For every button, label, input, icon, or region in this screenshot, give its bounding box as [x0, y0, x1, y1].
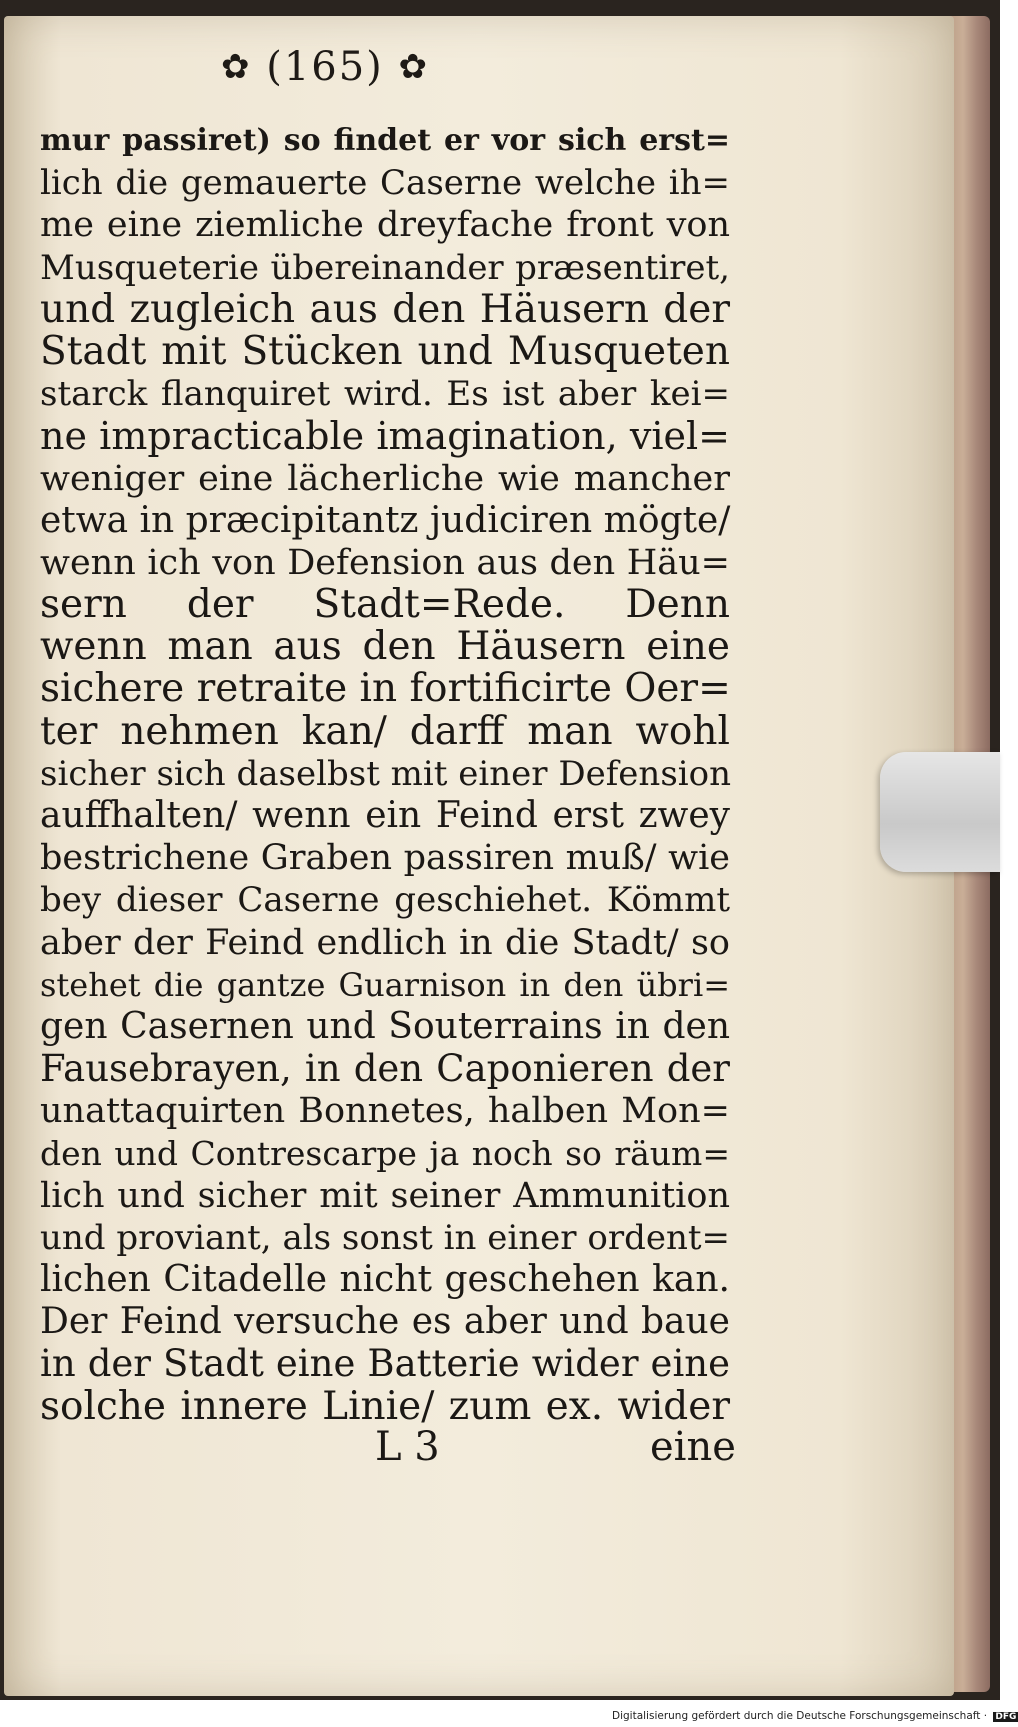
- text-line: solche innere Linie/ zum ex. wider: [40, 1383, 730, 1429]
- text-line: bey dieser Caserne geschiehet. Kömmt: [40, 880, 730, 921]
- text-line: bestrichene Graben passiren muß/ wie: [40, 838, 730, 879]
- text-line: lich die gemauerte Caserne welche ih=: [40, 163, 730, 204]
- text-line: sern der Stadt=Rede. Denn: [40, 582, 730, 628]
- page-clip: [880, 752, 1000, 872]
- ornament-right-icon: ✿: [398, 47, 429, 87]
- text-line: sicher sich daselbst mit einer Defension: [40, 753, 732, 794]
- text-line: den und Contrescarpe ja noch so räum=: [40, 1133, 730, 1173]
- text-line: aber der Feind endlich in die Stadt/ so: [40, 922, 730, 963]
- digitization-credit: [612, 1710, 1018, 1722]
- text-line: unattaquirten Bonnetes, halben Mon=: [40, 1091, 730, 1132]
- text-line: wenn ich von Defension aus den Häu=: [40, 542, 730, 583]
- credit-text: Digitalisierung gefördert durch die Deutsche Forschungsgemeinschaft ·: [612, 1710, 988, 1722]
- text-line: starck flanquiret wird. Es ist aber kei=: [40, 374, 730, 415]
- ornament-left-icon: ✿: [221, 47, 252, 87]
- text-line: sichere retraite in fortificirte Oer=: [40, 666, 731, 712]
- text-line: wenn man aus den Häusern eine: [40, 624, 730, 670]
- signature-mark: L 3: [375, 1424, 440, 1470]
- text-line: Fausebrayen, in den Caponieren der: [40, 1047, 730, 1091]
- text-line: gen Casernen und Souterrains in den: [40, 1005, 730, 1047]
- page-number: (165): [266, 44, 384, 90]
- page-header: [0, 44, 650, 90]
- text-line: in der Stadt eine Batterie wider eine: [40, 1342, 730, 1386]
- text-line: auffhalten/ wenn ein Feind erst zwey: [40, 795, 730, 836]
- dfg-logo: DFG: [995, 1712, 1017, 1722]
- text-line: etwa in præcipitantz judiciren mögte/: [40, 499, 731, 541]
- text-line: me eine ziemliche dreyfache front von: [40, 205, 730, 246]
- text-line: ne impracticable imagination, viel=: [40, 414, 730, 459]
- text-line: mur passiret) so findet er vor sich erst=: [40, 123, 730, 158]
- catchword: eine: [650, 1424, 736, 1470]
- text-line: Der Feind versuche es aber und baue: [40, 1301, 730, 1343]
- text-line: Musqueterie übereinander præsentiret,: [40, 247, 730, 288]
- page-body: [40, 120, 730, 1428]
- text-line: Stadt mit Stücken und Musqueten: [40, 328, 730, 374]
- text-line: weniger eine lächerliche wie mancher: [40, 458, 730, 499]
- text-line: ter nehmen kan/ darff man wohl: [40, 708, 730, 754]
- text-line: lichen Citadelle nicht geschehen kan.: [40, 1259, 730, 1301]
- text-line: und zugleich aus den Häusern der: [40, 286, 730, 332]
- text-line: stehet die gantze Guarnison in den übri=: [40, 965, 730, 1004]
- text-line: lich und sicher mit seiner Ammunition: [40, 1175, 730, 1216]
- text-line: und proviant, als sonst in einer ordent=: [40, 1217, 730, 1258]
